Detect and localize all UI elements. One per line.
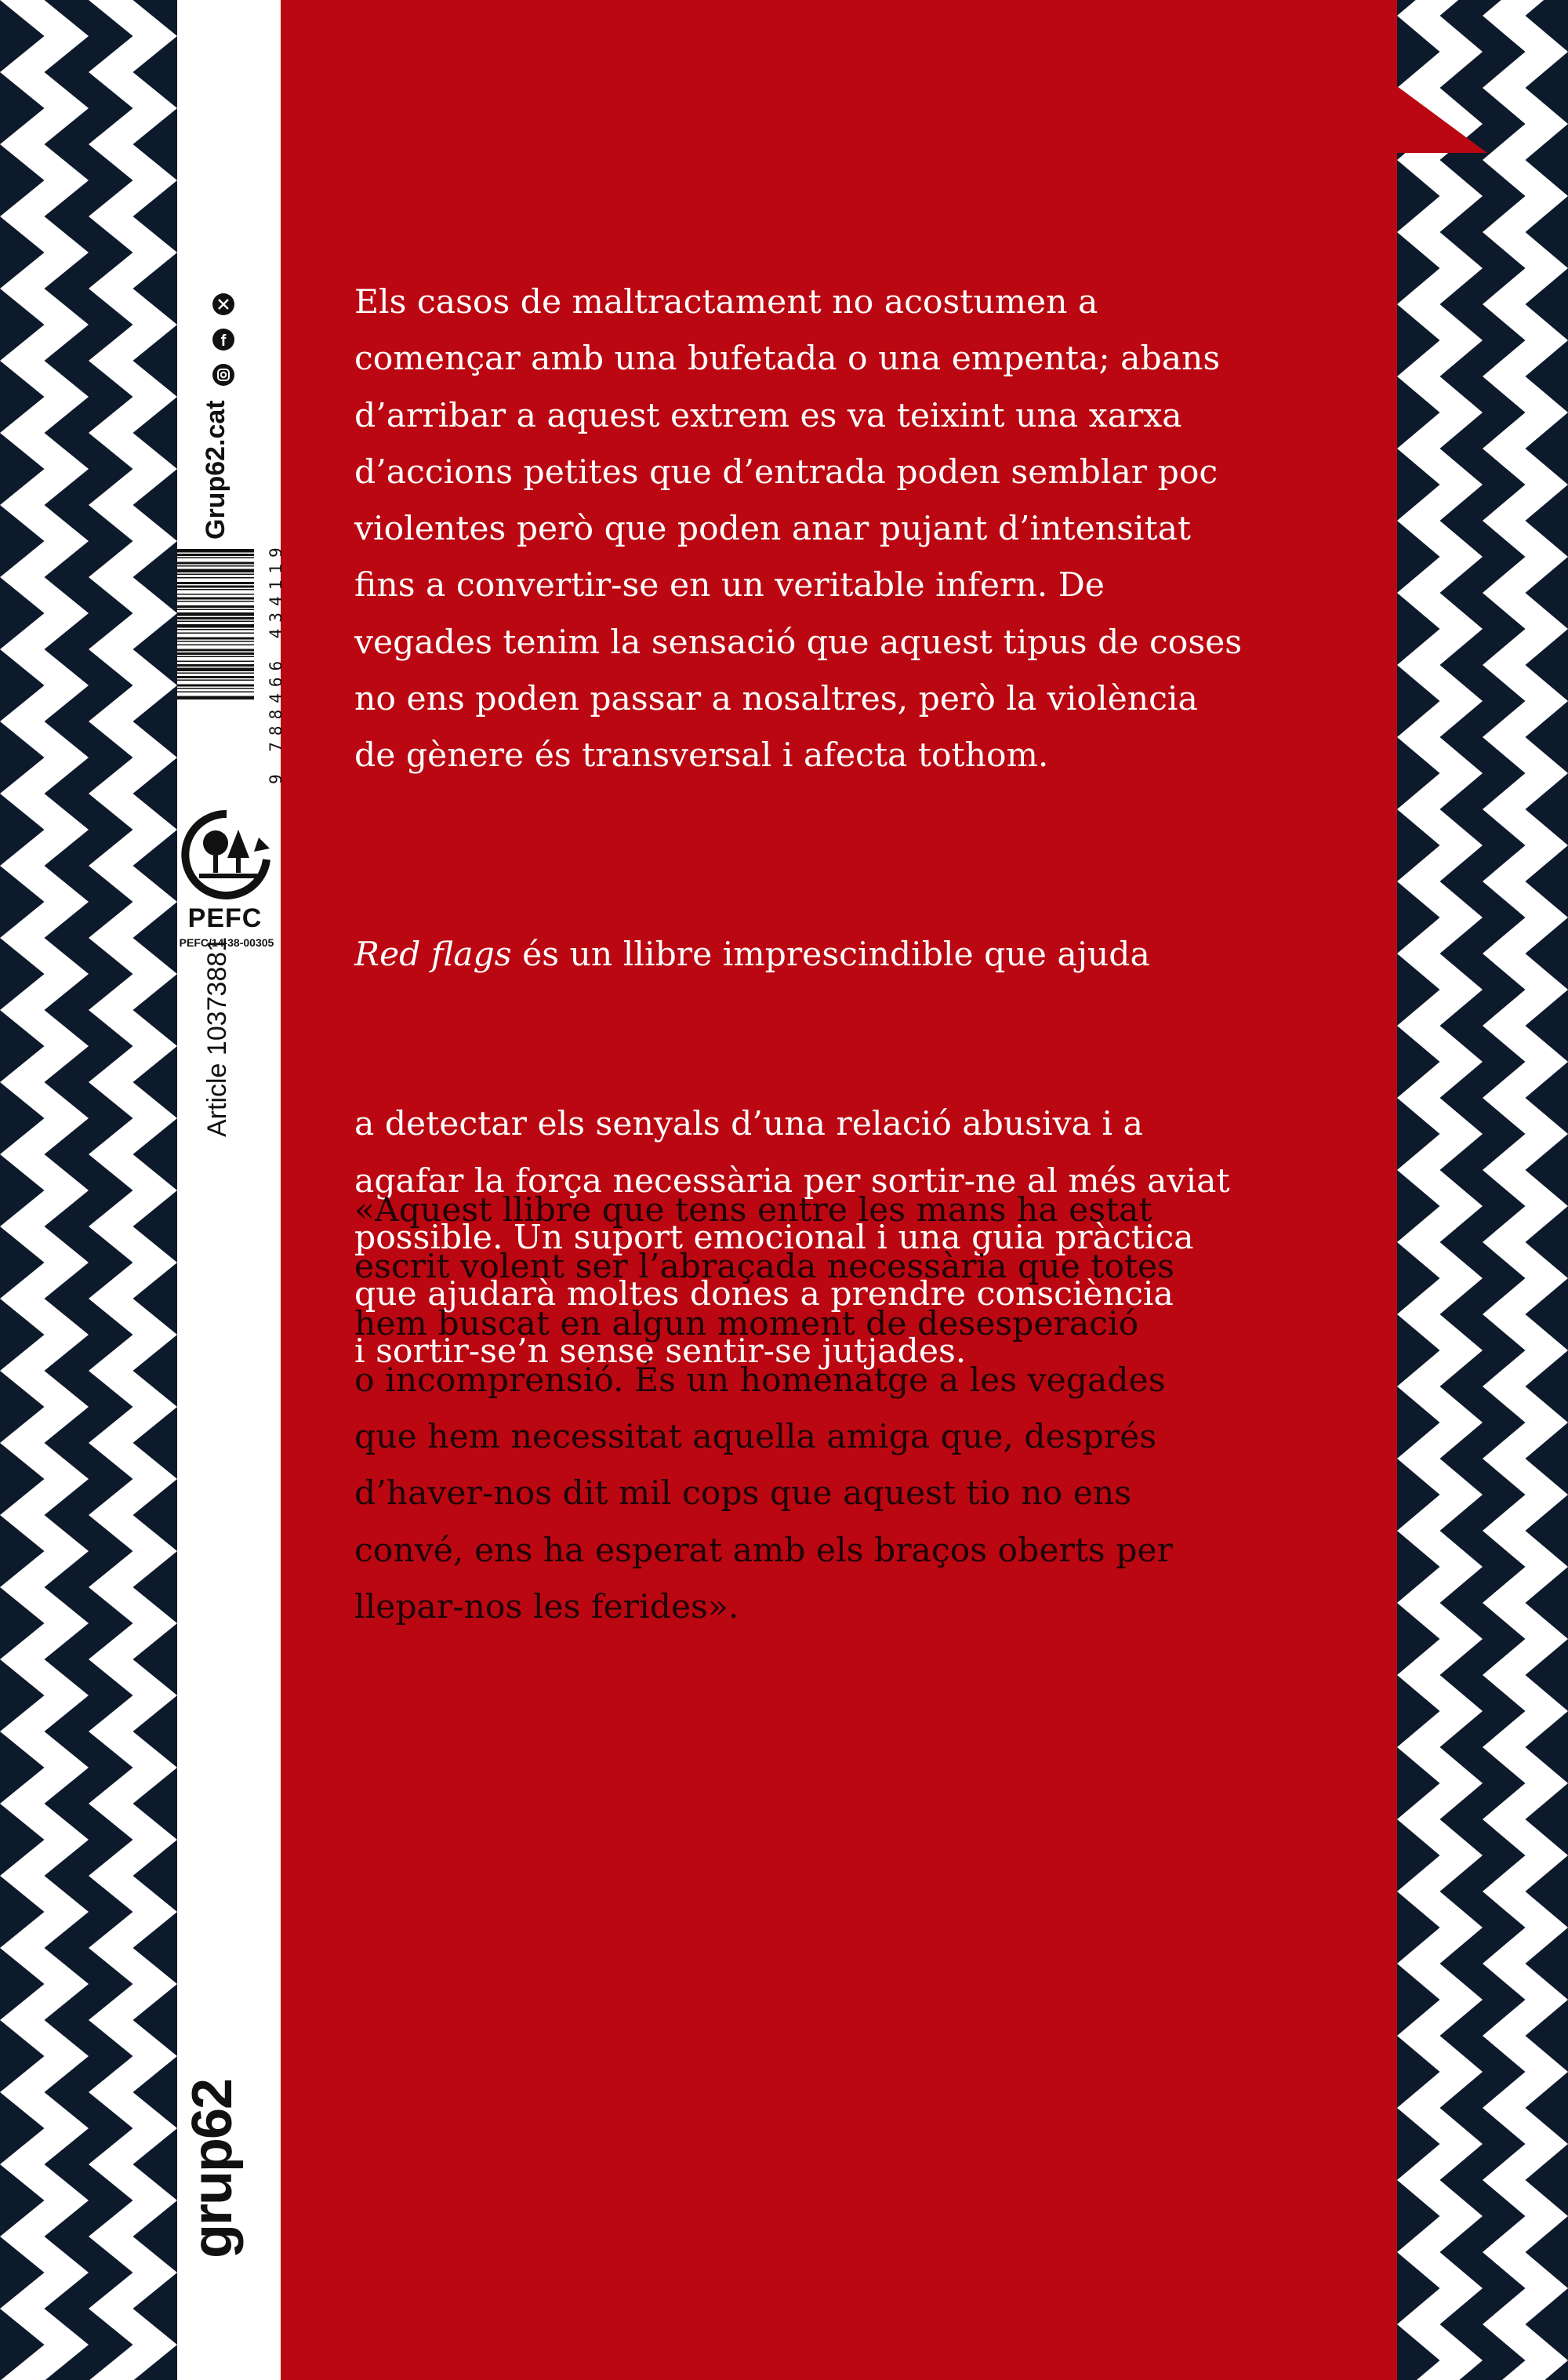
barcode-bar bbox=[177, 598, 254, 600]
barcode-bar bbox=[177, 645, 254, 646]
barcode-bar bbox=[177, 688, 254, 689]
red-flag-icon bbox=[1397, 86, 1491, 227]
barcode-bar bbox=[177, 638, 254, 640]
barcode-bar bbox=[177, 664, 254, 667]
publisher-logo: grup62 bbox=[181, 2079, 244, 2258]
paragraph2_lines-line: a detectar els senyals d’una relació abusiva i a bbox=[354, 1105, 1143, 1144]
paragraph2_lines-line: possible. Un suport emocional i una guia pràctica bbox=[354, 1219, 1194, 1258]
barcode-bar bbox=[177, 680, 254, 681]
facebook-icon[interactable] bbox=[212, 328, 235, 351]
barcode-bar bbox=[177, 624, 254, 628]
spine-info-strip bbox=[177, 0, 281, 2380]
barcode-bar bbox=[177, 577, 254, 579]
barcode-bar bbox=[177, 685, 254, 687]
barcode-bar bbox=[177, 673, 254, 674]
paragraph1_lines-line: vegades tenim la sensació que aquest tipus de coses bbox=[354, 623, 1243, 662]
barcode-bar bbox=[177, 652, 254, 655]
quote-line: «Aquest llibre que tens entre les mans ha estat bbox=[354, 1191, 1152, 1230]
pefc-tree-logo-icon bbox=[177, 808, 276, 902]
x-icon[interactable] bbox=[212, 293, 235, 316]
right-triangle-pattern bbox=[1397, 0, 1568, 2380]
barcode-bar bbox=[177, 558, 254, 559]
author-quote bbox=[354, 1183, 1358, 1636]
barcode-bar bbox=[177, 668, 254, 672]
book-title: Red flags bbox=[354, 935, 512, 974]
barcode-bar bbox=[177, 582, 254, 584]
barcode-bar bbox=[177, 586, 254, 588]
paragraph2_lines-line: que ajudarà moltes dones a prendre consciència bbox=[354, 1275, 1174, 1314]
blurb-paragraph-2-first-line-rest: és un llibre imprescindible que ajuda bbox=[511, 935, 1150, 974]
barcode-bar bbox=[177, 605, 254, 608]
barcode-bar bbox=[177, 554, 254, 556]
barcode-bar bbox=[177, 562, 254, 565]
quote-line: llepar-nos les ferides». bbox=[354, 1588, 739, 1627]
quote-line: hem buscat en algun moment de desesperació bbox=[354, 1304, 1139, 1343]
barcode-bar bbox=[177, 601, 254, 602]
barcode-bar bbox=[177, 589, 254, 590]
barcode-bar bbox=[177, 629, 254, 630]
blurb-paragraph-2-first-line bbox=[354, 927, 1358, 983]
barcode-bar bbox=[177, 569, 254, 573]
instagram-icon[interactable] bbox=[212, 363, 235, 387]
barcode-bar bbox=[177, 656, 254, 658]
paragraph1_lines-line: no ens poden passar a nosaltres, però la violència bbox=[354, 680, 1198, 719]
paragraph1_lines-line: Els casos de maltractament no acostumen a bbox=[354, 283, 1098, 322]
paragraph2_lines-line: i sortir-se’n sense sentir-se jutjades. bbox=[354, 1332, 967, 1371]
paragraph1_lines-line: d’accions petites que d’entrada poden semblar poc bbox=[354, 452, 1218, 492]
barcode-bar bbox=[177, 594, 254, 595]
quote-line: o incomprensió. És un homenatge a les vegades bbox=[354, 1361, 1166, 1400]
quote-line: escrit volent ser l’abraçada necessària que totes bbox=[354, 1248, 1174, 1287]
article-number: Article 10373881 bbox=[202, 936, 232, 1137]
paragraph2_lines-line: agafar la força necessària per sortir-ne al més aviat bbox=[354, 1161, 1230, 1201]
barcode-bar bbox=[177, 621, 254, 623]
barcode-bar bbox=[177, 633, 254, 634]
blurb-paragraph-1 bbox=[354, 274, 1358, 785]
paragraph1_lines-line: fins a convertir-se en un veritable infern. De bbox=[354, 566, 1105, 605]
barcode-bar bbox=[177, 612, 254, 616]
paragraph1_lines-line: d’arribar a aquest extrem es va teixint una xarxa bbox=[354, 396, 1182, 435]
barcode-bar bbox=[177, 549, 254, 553]
barcode-bar bbox=[177, 649, 254, 652]
barcode-bar bbox=[177, 661, 254, 663]
pefc-label: PEFC bbox=[187, 903, 263, 933]
barcode-bar bbox=[177, 692, 254, 693]
barcode-bar bbox=[177, 676, 254, 678]
pefc-certificate-id: PEFC/14-38-00305 bbox=[179, 936, 274, 949]
left-triangle-pattern bbox=[0, 0, 177, 2380]
quote-line: d’haver-nos dit mil cops que aquest tio no ens bbox=[354, 1474, 1132, 1513]
barcode-bar bbox=[177, 641, 254, 642]
barcode-bar bbox=[177, 565, 254, 567]
paragraph1_lines-line: violentes però que poden anar pujant d’intensitat bbox=[354, 510, 1192, 549]
paragraph1_lines-line: de gènere és transversal i afecta tothom. bbox=[354, 736, 1049, 776]
barcode-bar bbox=[177, 696, 254, 700]
barcode-bar bbox=[177, 617, 254, 620]
isbn-barcode bbox=[177, 549, 271, 784]
publisher-website[interactable]: Grup62.cat bbox=[201, 400, 230, 540]
paragraph1_lines-line: començar amb una bufetada o una empenta; abans bbox=[354, 340, 1221, 379]
quote-line: que hem necessitat aquella amiga que, després bbox=[354, 1418, 1157, 1457]
barcode-bar bbox=[177, 574, 254, 576]
barcode-bar bbox=[177, 609, 254, 611]
isbn-number: 9 788466 434119 bbox=[267, 541, 285, 784]
svg-text:f: f bbox=[220, 332, 227, 350]
quote-line: convé, ens ha esperat amb els braços oberts per bbox=[354, 1531, 1173, 1570]
